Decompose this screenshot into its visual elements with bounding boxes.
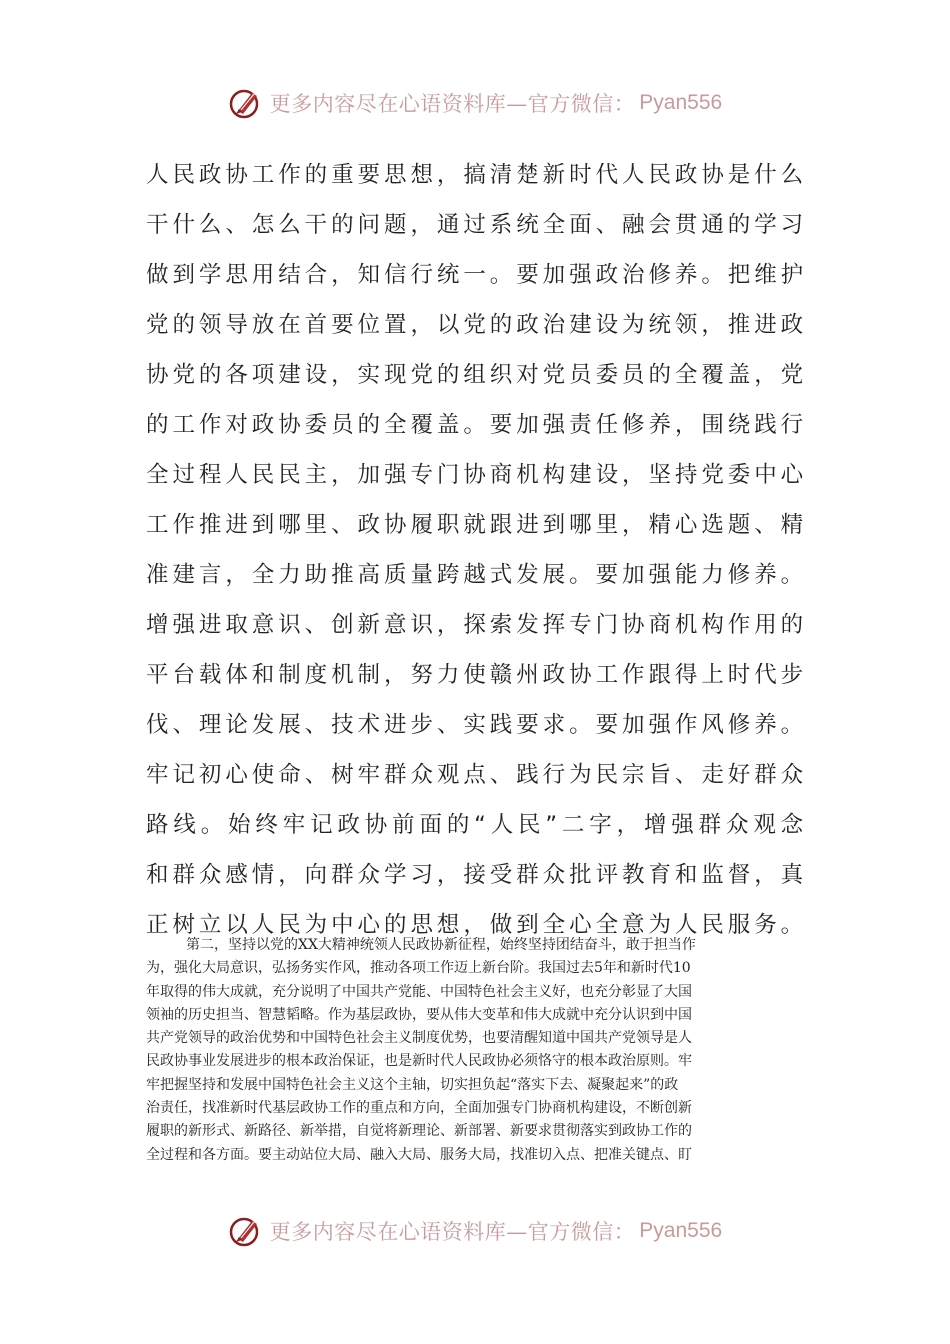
text-line: 做到学思用结合，知信行统一。要加强政治修养。把维护 — [146, 262, 806, 288]
footer-banner — [0, 1206, 950, 1256]
banner-text: 更多内容尽在心语资料库—官方微信： — [269, 1220, 636, 1244]
banner-text: 更多内容尽在心语资料库—官方微信： — [269, 92, 636, 116]
text-line: 的工作对政协委员的全覆盖。要加强责任修养，围绕践行 — [146, 412, 806, 438]
text-line: 履职的新形式、新路径、新举措，自觉将新理论、新部署、新要求贯彻落实到政协工作的 — [146, 1123, 692, 1140]
text-line: 领袖的历史担当、智慧韬略。作为基层政协，要从伟大变革和伟大成就中充分认识到中国 — [146, 1006, 692, 1023]
wechat-handle: Pyan556 — [639, 91, 723, 114]
text-line: 伐、理论发展、技术进步、实践要求。要加强作风修养。 — [146, 712, 806, 738]
wechat-handle: Pyan556 — [639, 1219, 723, 1242]
text-line: 路线。始终牢记政协前面的“人民”二字，增强群众观念 — [146, 812, 806, 838]
text-line: 为，强化大局意识，弘扬务实作风，推动各项工作迈上新台阶。我国过去5年和新时代10 — [146, 960, 691, 977]
text-line: 民政协事业发展进步的根本政治保证，也是新时代人民政协必须恪守的根本政治原则。牢 — [146, 1053, 692, 1070]
text-line: 正树立以人民为中心的思想，做到全心全意为人民服务。 — [146, 912, 806, 938]
text-line: 全过程和各方面。要主动站位大局、融入大局、服务大局，找准切入点、把准关键点、盯 — [146, 1146, 692, 1163]
header-banner — [0, 78, 950, 128]
text-line: 协党的各项建设，实现党的组织对党员委员的全覆盖，党 — [146, 362, 806, 388]
text-line: 增强进取意识、创新意识，探索发挥专门协商机构作用的 — [146, 612, 806, 638]
text-line: 全过程人民民主，加强专门协商机构建设，坚持党委中心 — [146, 462, 806, 488]
text-line: 第二，坚持以党的XX大精神统领人民政协新征程，始终坚持团结奋斗，敢于担当作 — [186, 937, 696, 953]
text-line: 工作推进到哪里、政协履职就跟进到哪里，精心选题、精 — [146, 512, 806, 538]
text-line: 年取得的伟大成就，充分说明了中国共产党能、中国特色社会主义好，也充分彰显了大国 — [146, 983, 692, 1000]
text-line: 人民政协工作的重要思想，搞清楚新时代人民政协是什么 — [146, 162, 806, 188]
pen-nib-circle-icon — [228, 1213, 264, 1249]
main-paragraph — [146, 150, 806, 950]
pen-nib-circle-icon — [228, 85, 264, 121]
text-line: 和群众感情，向群众学习，接受群众批评教育和监督，真 — [146, 862, 806, 888]
text-line: 准建言，全力助推高质量跨越式发展。要加强能力修养。 — [146, 562, 806, 588]
second-paragraph — [146, 934, 806, 1167]
text-line: 干什么、怎么干的问题，通过系统全面、融会贯通的学习 — [146, 212, 806, 238]
text-line: 党的领导放在首要位置，以党的政治建设为统领，推进政 — [146, 312, 806, 338]
text-line: 牢记初心使命、树牢群众观点、践行为民宗旨、走好群众 — [146, 762, 806, 788]
text-line: 治责任，找准新时代基层政协工作的重点和方向，全面加强专门协商机构建设，不断创新 — [146, 1100, 692, 1117]
text-line: 牢把握坚持和发展中国特色社会主义这个主轴，切实担负起“落实下去、凝聚起来”的政 — [146, 1076, 679, 1093]
text-line: 共产党领导的政治优势和中国特色社会主义制度优势，也要清醒知道中国共产党领导是人 — [146, 1030, 692, 1047]
text-line: 平台载体和制度机制，努力使赣州政协工作跟得上时代步 — [146, 662, 806, 688]
